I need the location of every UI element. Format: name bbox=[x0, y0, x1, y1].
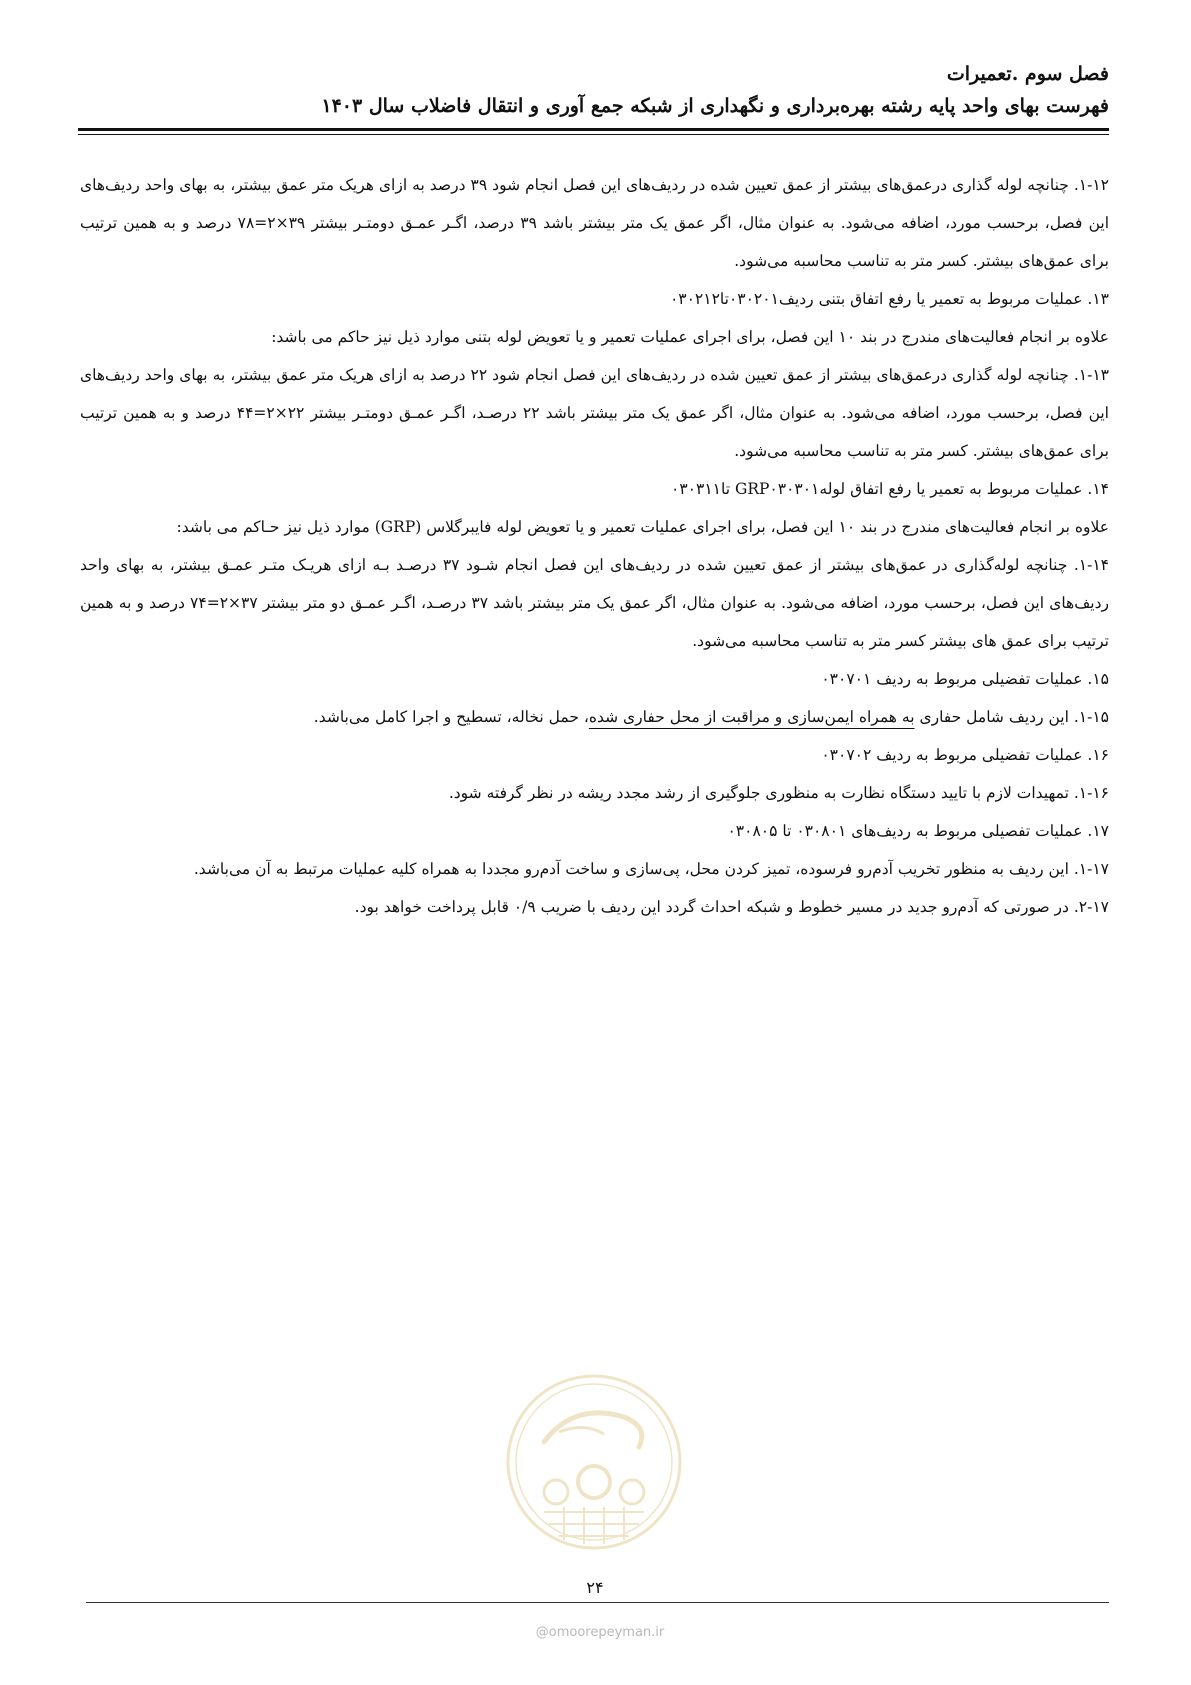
paragraph-16-1: ۱-۱۶. تمهیدات لازم با تایید دستگاه نظارت به منظوری جلوگیری از رشد مجدد ریشه در نظر گرفته شود. bbox=[448, 784, 1109, 802]
paragraph-17-1: ۱-۱۷. این ردیف به منظور تخریب آدم‌رو فرسوده، تمیز کردن محل، پی‌سازی و ساخت آدم‌رو مجددا به همراه کلیه عملیات مرتبط به آن می‌باشد. bbox=[193, 860, 1109, 878]
body-content bbox=[80, 166, 1109, 926]
paragraph-14-heading: ۱۴. عملیات مربوط به تعمیر یا رفع اتفاق لولهGRP۰۳۰۳۰۱ تا۰۳۰۳۱۱ bbox=[671, 480, 1109, 498]
paragraph-17-2: ۲-۱۷. در صورتی که آدم‌رو جدید در مسیر خطوط و شبکه احداث گردد این ردیف با ضریب ۰/۹ قابل پرداخت خواهد بود. bbox=[354, 898, 1109, 916]
paragraph-15-heading: ۱۵. عملیات تفضیلی مربوط به ردیف ۰۳۰۷۰۱ bbox=[821, 670, 1109, 688]
page-number: ۲۴ bbox=[586, 1578, 604, 1597]
paragraph-12-1: ۱-۱۲. چنانچه لوله گذاری درعمق‌های بیشتر از عمق تعیین شده در ردیف‌های این فصل انجام شود ۳۹ درصد به ازای هریک متر عمق بیشتر، به بهای واحد ردیف‌های این فصل، برحسب مورد، اضافه می‌شود. به عنوان مثال، اگر عمق یک متر بیشتر باشد ۳۹ درصد، اگـر عمـق دومتـر بیشتر ۳۹×۲=۷۸ درصد و به همین ترتیب برای عمق‌های بیشتر. کسر متر به تناسب محاسبه می‌شود. bbox=[80, 176, 1109, 270]
paragraph-16-heading: ۱۶. عملیات تفضیلی مربوط به ردیف ۰۳۰۷۰۲ bbox=[821, 746, 1109, 764]
paragraph-13-intro: علاوه بر انجام فعالیت‌های مندرج در بند ۱۰ این فصل، برای اجرای عملیات تعمیر و یا تعویض لوله بتنی موارد ذیل نیز حاکم می باشد: bbox=[271, 328, 1109, 346]
paragraph-15-1-underlined: به همراه ایمن‌سازی و مراقبت از محل حفاری شده bbox=[588, 708, 915, 726]
watermark-text: @omoorepeyman.ir bbox=[535, 1625, 665, 1640]
paragraph-14-1: ۱-۱۴. چنانچه لوله‌گذاری در عمق‌های بیشتر از عمق تعیین شده در ردیف‌های این فصل انجام شـود ۳۷ درصـد بـه ازای هریـک متـر عمـق بیشتر، به بهای واحد ردیف‌های این فصل، برحسب مورد، اضافه می‌شود. به عنوان مثال، اگر عمق یک متر بیشتر باشد ۳۷ درصـد، اگـر عمـق دو متر بیشتر ۳۷×۲=۷۴ درصد و به همین ترتیب برای عمق های بیشتر کسر متر به تناسب محاسبه می‌شود. bbox=[80, 556, 1109, 650]
document-title: فهرست بهای واحد پایه رشته بهره‌برداری و نگهداری از شبکه جمع آوری و انتقال فاضلاب سال ۱۴۰۳ bbox=[321, 95, 1109, 117]
chapter-title: فصل سوم .تعمیرات bbox=[946, 63, 1109, 85]
paragraph-17-heading: ۱۷. عملیات تفصیلی مربوط به ردیف‌های ۰۳۰۸۰۱ تا ۰۳۰۸۰۵ bbox=[727, 822, 1109, 840]
paragraph-15-1 bbox=[80, 698, 1109, 736]
header-divider-thick bbox=[78, 128, 1109, 131]
paragraph-14-intro: علاوه بر انجام فعالیت‌های مندرج در بند ۱۰ این فصل، برای اجرای عملیات تعمیر و یا تعویض لوله فایبرگلاس (GRP) موارد ذیل نیز حـاکم می باشد: bbox=[176, 518, 1109, 536]
page-header bbox=[78, 58, 1109, 122]
paragraph-13-heading: ۱۳. عملیات مربوط به تعمیر یا رفع اتفاق بتنی ردیف۰۳۰۲۰۱تا۰۳۰۲۱۲ bbox=[669, 290, 1109, 308]
header-divider-thin bbox=[78, 134, 1109, 135]
seal-icon bbox=[504, 1372, 684, 1552]
paragraph-15-1-start: ۱-۱۵. این ردیف شامل حفاری bbox=[914, 708, 1109, 726]
paragraph-15-1-end: ، حمل نخاله، تسطیح و اجرا کامل می‌باشد. bbox=[313, 708, 589, 726]
footer-divider bbox=[86, 1602, 1109, 1603]
paragraph-13-1: ۱-۱۳. چنانچه لوله گذاری درعمق‌های بیشتر از عمق تعیین شده در ردیف‌های این فصل انجام شود ۲۲ درصد به ازای هریک متر عمق بیشتر، به بهای واحد ردیف‌های این فصل، برحسب مورد، اضافه می‌شود. به عنوان مثال، اگر عمق یک متر بیشتر باشد ۲۲ درصـد، اگـر عمـق دومتـر بیشتر ۲۲×۲=۴۴ درصد و به همین ترتیب برای عمق‌های بیشتر. کسر متر به تناسب محاسبه می‌شود. bbox=[80, 366, 1109, 460]
